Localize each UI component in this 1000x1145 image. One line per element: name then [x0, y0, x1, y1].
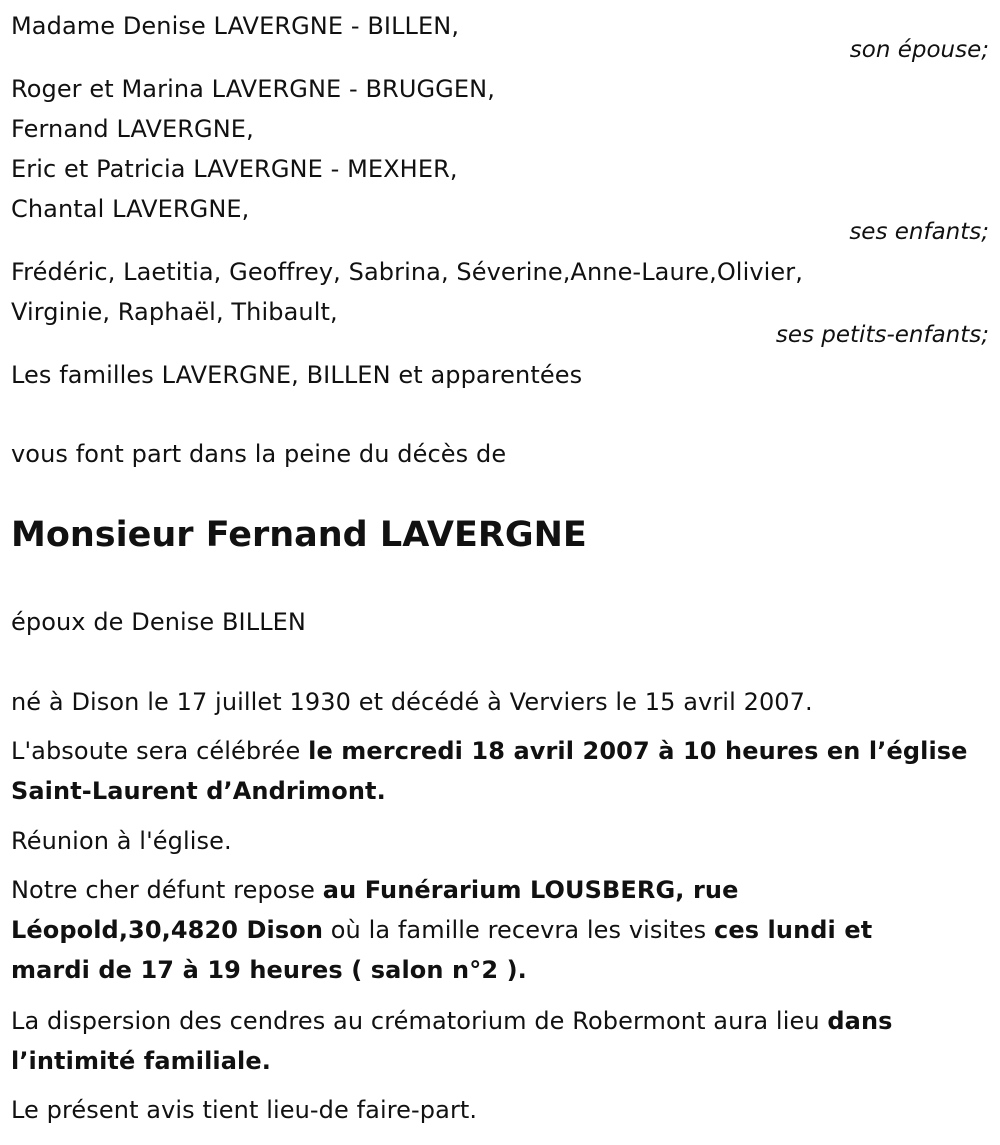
closing-line: Le présent avis tient lieu-de faire-part.: [11, 1096, 478, 1124]
spouse-of-line: époux de Denise BILLEN: [11, 608, 306, 636]
ceremony-date: le mercredi 18 avril 2007 à 10 heures en l’église: [308, 737, 968, 765]
spouse-role: son épouse;: [849, 37, 989, 63]
deceased-name: Monsieur Fernand LAVERGNE: [11, 515, 587, 555]
child-line-2: Fernand LAVERGNE,: [11, 115, 254, 143]
repose-mid: où la famille recevra les visites: [323, 916, 715, 944]
ceremony-line-1: [11, 736, 968, 766]
repose-address: Léopold,30,4820 Dison: [11, 916, 324, 944]
grandchildren-line-2: Virginie, Raphaël, Thibault,: [11, 298, 338, 326]
child-line-3: Eric et Patricia LAVERGNE - MEXHER,: [11, 155, 458, 183]
dispersion-bold-2: l’intimité familiale.: [11, 1047, 271, 1075]
child-line-1: Roger et Marina LAVERGNE - BRUGGEN,: [11, 75, 495, 103]
ceremony-place: Saint-Laurent d’Andrimont.: [11, 777, 386, 805]
ceremony-intro: L'absoute sera célébrée: [11, 737, 309, 765]
dispersion-bold-1: dans: [827, 1007, 893, 1035]
repose-funeral-home: au Funérarium LOUSBERG, rue: [322, 876, 739, 904]
birth-death-line: né à Dison le 17 juillet 1930 et décédé à Verviers le 15 avril 2007.: [11, 688, 813, 716]
announcement-line: vous font part dans la peine du décès de: [11, 440, 507, 468]
dispersion-line-1: [11, 1006, 893, 1036]
repose-visits-hours: mardi de 17 à 19 heures ( salon n°2 ).: [11, 956, 527, 984]
families-line: Les familles LAVERGNE, BILLEN et apparentées: [11, 361, 583, 389]
grandchildren-role: ses petits-enfants;: [775, 322, 989, 348]
repose-intro: Notre cher défunt repose: [11, 876, 323, 904]
dispersion-intro: La dispersion des cendres au crématorium de Robermont aura lieu: [11, 1007, 828, 1035]
repose-line-2: [11, 915, 872, 945]
repose-line-3: [11, 955, 527, 985]
ceremony-line-2: [11, 776, 386, 806]
grandchildren-line-1: Frédéric, Laetitia, Geoffrey, Sabrina, Séverine,Anne-Laure,Olivier,: [11, 258, 803, 286]
gathering-line: Réunion à l'église.: [11, 827, 232, 855]
child-line-4: Chantal LAVERGNE,: [11, 195, 250, 223]
dispersion-line-2: [11, 1046, 271, 1076]
children-role: ses enfants;: [849, 219, 989, 245]
repose-line-1: [11, 875, 738, 905]
repose-visits-days: ces lundi et: [714, 916, 873, 944]
spouse-name: Madame Denise LAVERGNE - BILLEN,: [11, 12, 460, 40]
